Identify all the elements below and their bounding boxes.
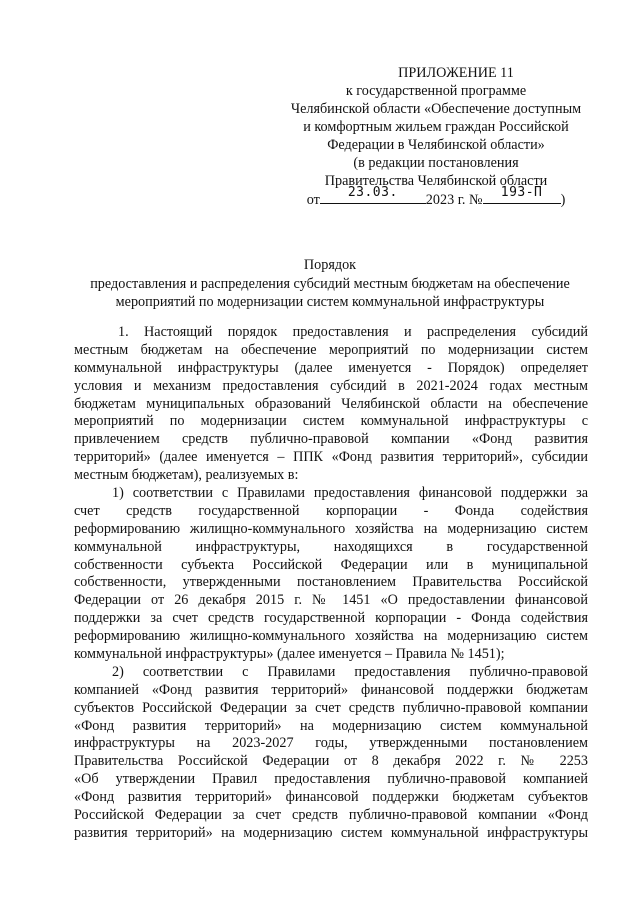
body-line: реформированию жилищно-коммунального хозяйства на модернизацию систем [74,520,588,537]
appendix-number: ПРИЛОЖЕНИЕ 11 [398,65,514,81]
body-line: субъектов Российской Федерации за счет средств публично-правовой компании [74,699,588,716]
body-line: Российской Федерации за счет средств публично-правовой компании «Фонд [74,807,588,824]
date-suffix: ) [560,192,566,208]
header-line: и комфортным жильем граждан Российской [303,119,569,135]
body-line: коммунальной инфраструктуры (далее именуется - Порядок) определяет [74,359,588,376]
handwritten-number: 193-П [500,185,543,200]
body-line: собственности субъекта Российской Федерации или в муниципальной [74,556,588,573]
body-line: территорий» (далее именуется – ППК «Фонд развития территорий», субсидии [74,449,588,466]
title-line: предоставления и распределения субсидий местным бюджетам на обеспечение [90,275,570,292]
body-line: поддержки за счет средств государственной корпорации - Фонда содействия [74,610,588,627]
body-line: реформированию жилищно-коммунального хозяйства на модернизацию систем [74,628,588,645]
body-line: инфраструктуры на 2023-2027 годы, утвержденными постановлением [74,735,588,752]
title-line: мероприятий по модернизации систем коммунальной инфраструктуры [115,294,545,310]
body-line: компанией «Фонд развития территорий» финансовой поддержки бюджетам [74,681,588,698]
body-line: коммунальной инфраструктуры, находящихся в государственной [74,538,588,555]
body-line: «Фонд развития территорий» на модернизацию систем коммунальной [74,717,588,734]
body-line: коммунальной инфраструктуры» (далее именуется – Правила № 1451); [74,646,505,663]
body-line: развития территорий» на модернизацию систем коммунальной инфраструктуры [74,824,588,841]
document-title [60,256,600,312]
date-prefix: от [306,192,320,208]
title-line: Порядок [303,257,357,273]
date-blank [320,185,426,204]
number-blank [483,185,561,204]
body-line: счет средств государственной корпорации - Фонда содействия [74,502,588,519]
header-line: к государственной программе [345,83,527,99]
date-year: 2023 г. № [425,192,483,208]
body-line: «Об утверждении Правил предоставления публично-правовой компанией [74,771,588,788]
body-line: собственности, утвержденными постановлением Правительства Российской [74,574,588,591]
subitem-1-start: 1) соответствии с Правилами предоставления финансовой поддержки за [112,485,588,502]
body-line: местным бюджетам на обеспечение мероприятий по модернизации систем [74,341,588,358]
handwritten-date: 23.03. [347,185,398,200]
resolution-date-line [276,185,596,209]
body-line: Правительства Российской Федерации от 8 декабря 2022 г. № 2253 [74,753,588,770]
body-line: привлечением средств публично-правовой компании «Фонд развития [74,431,588,448]
header-line: Челябинской области «Обеспечение доступным [290,101,582,117]
body-line: Федерации от 26 декабря 2015 г. № 1451 «О предоставлении финансовой [74,592,588,609]
header-line: Федерации в Челябинской области» [327,137,545,153]
subitem-2-start: 2) соответствии с Правилами предоставления публично-правовой [112,663,588,680]
body-line: бюджетам муниципальных образований Челябинской области на обеспечение [74,395,588,412]
header-line: Правительства Челябинской области [324,173,548,189]
body-line: мероприятий по модернизации систем коммунальной инфраструктуры с [74,413,588,430]
paragraph-1-start: 1. Настоящий порядок предоставления и распределения субсидий [118,324,588,340]
document-body [74,324,588,843]
header-line: (в редакции постановления [353,155,519,171]
body-line: местным бюджетам), реализуемых в: [74,467,299,484]
appendix-header [276,64,596,209]
body-line: «Фонд развития территорий» финансовой поддержки бюджетам субъектов [74,789,588,806]
body-line: условия и механизм предоставления субсидий в 2021-2024 годах местным [74,377,588,394]
